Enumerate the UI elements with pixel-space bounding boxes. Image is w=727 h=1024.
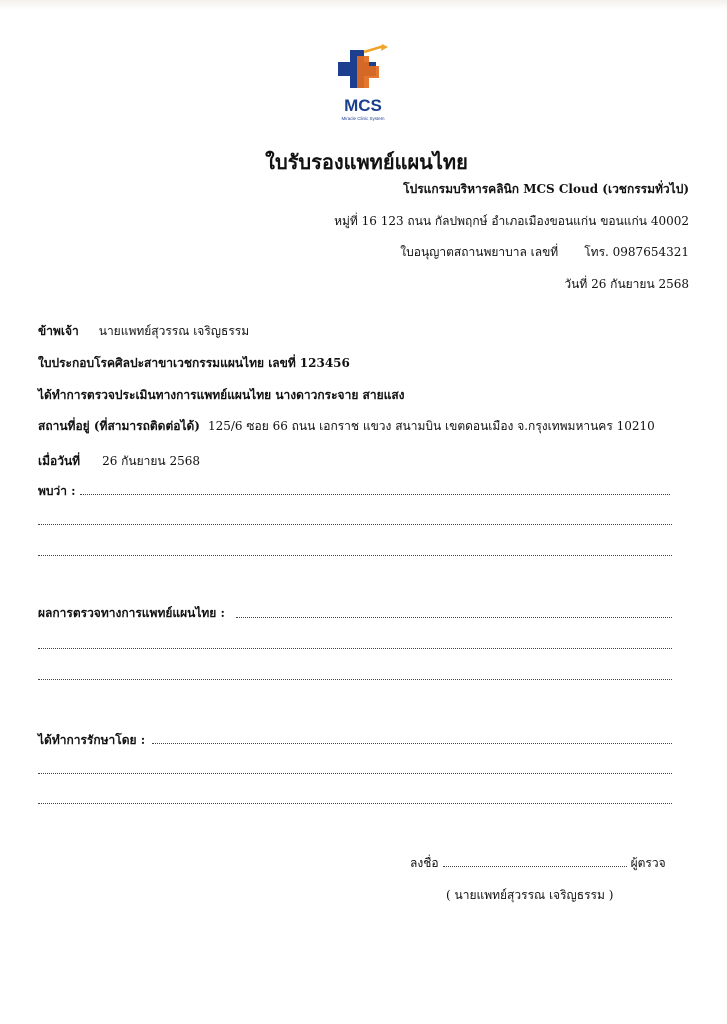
treatment-line-3 <box>38 803 672 804</box>
logo-text: MCS <box>344 96 382 115</box>
found-label: พบว่า : <box>38 484 76 498</box>
clinic-phone: โทร. 0987654321 <box>584 245 689 259</box>
exam-date-value: 26 กันยายน 2568 <box>102 454 200 468</box>
mcs-logo <box>330 44 396 124</box>
doctor-name: นายแพทย์สุวรรณ เจริญธรรม <box>98 324 250 338</box>
signature-row <box>410 854 666 873</box>
exam-date-row <box>38 452 200 471</box>
signature-line <box>443 866 627 867</box>
address-label: สถานที่อยู่ (ที่สามารถติดต่อได้) <box>38 419 200 433</box>
doctor-label: ข้าพเจ้า <box>38 324 79 338</box>
address-value: 125/6 ซอย 66 ถนน เอกราช แขวง สนามบิน เขตดอนเมือง จ.กรุงเทพมหานคร 10210 <box>207 419 655 433</box>
document-title: ใบรับรองแพทย์แผนไทย <box>265 150 468 174</box>
license-row <box>38 354 350 373</box>
found-line-2 <box>38 524 672 525</box>
result-line-3 <box>38 679 672 680</box>
found-line-3 <box>38 555 672 556</box>
sign-label: ลงชื่อ <box>410 856 439 870</box>
result-label: ผลการตรวจทางการแพทย์แผนไทย : <box>38 606 225 620</box>
result-line-2 <box>38 648 672 649</box>
license-number: 123456 <box>299 356 350 370</box>
treatment-line-2 <box>38 773 672 774</box>
license-label: ใบอนุญาตสถานพยาบาล เลขที่ <box>400 245 559 259</box>
examiner-label: ผู้ตรวจ <box>630 856 666 870</box>
exam-row <box>38 386 405 405</box>
clinic-license-line <box>400 243 689 262</box>
found-line-1 <box>80 494 670 495</box>
signer-name: ( นายแพทย์สุวรรณ เจริญธรรม ) <box>446 888 614 902</box>
top-edge <box>0 0 727 10</box>
logo-tagline: Miracle Clinic System <box>341 116 385 121</box>
treatment-line-1 <box>152 743 672 744</box>
doctor-row <box>38 322 249 341</box>
treatment-label: ได้ทำการรักษาโดย : <box>38 733 146 747</box>
exam-date-label: เมื่อวันที่ <box>38 454 81 468</box>
clinic-address: หมู่ที่ 16 123 ถนน กัลปพฤกษ์ อำเภอเมืองขอนแก่น ขอนแก่น 40002 <box>334 214 689 228</box>
result-line-1 <box>236 617 672 618</box>
clinic-name: โปรแกรมบริหารคลินิก MCS Cloud (เวชกรรมทั่วไป) <box>403 182 689 196</box>
license-line: ใบประกอบโรคศิลปะสาขาเวชกรรมแผนไทย เลขที่ <box>38 356 296 370</box>
address-row <box>38 417 655 436</box>
issue-date: วันที่ 26 กันยายน 2568 <box>564 277 689 291</box>
exam-line: ได้ทำการตรวจประเมินทางการแพทย์แผนไทย นางดาวกระจาย สายแสง <box>38 388 405 402</box>
